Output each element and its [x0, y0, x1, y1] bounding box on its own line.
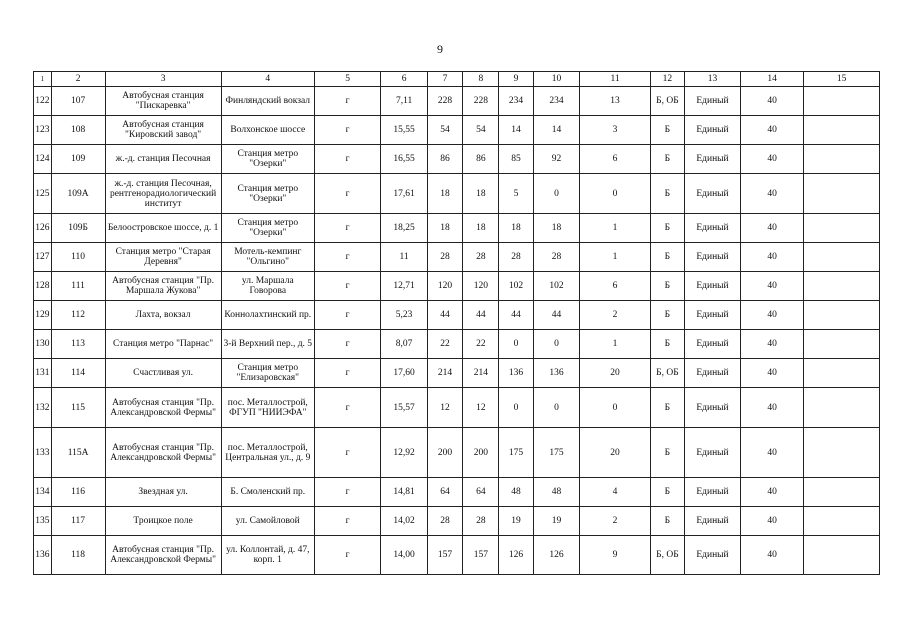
- row-number: 123: [34, 116, 52, 145]
- value-col-8: 214: [463, 359, 499, 388]
- route-number: 109Б: [51, 214, 105, 243]
- value-col-14: 40: [740, 359, 803, 388]
- value-col-7: 157: [427, 536, 462, 575]
- fare-type: Единый: [685, 359, 741, 388]
- route-type: г: [314, 87, 380, 116]
- route-number: 117: [51, 507, 105, 536]
- value-col-15: [804, 243, 880, 272]
- route-type: г: [314, 214, 380, 243]
- routes-table: [33, 71, 880, 575]
- value-col-14: 40: [740, 174, 803, 214]
- column-header: 13: [685, 72, 741, 87]
- value-col-15: [804, 87, 880, 116]
- route-number: 114: [51, 359, 105, 388]
- route-number: 112: [51, 301, 105, 330]
- fare-type: Единый: [685, 478, 741, 507]
- row-number: 125: [34, 174, 52, 214]
- value-col-11: 1: [580, 214, 651, 243]
- end-point: пос. Металлострой, ФГУП "НИИЭФА": [221, 388, 314, 428]
- column-header: 3: [105, 72, 221, 87]
- row-number: 124: [34, 145, 52, 174]
- route-length: 14,02: [381, 507, 428, 536]
- start-point: Автобусная станция "Пр. Маршала Жукова": [105, 272, 221, 301]
- vehicle-class: Б: [650, 507, 684, 536]
- row-number: 131: [34, 359, 52, 388]
- value-col-9: 44: [499, 301, 533, 330]
- route-number: 109А: [51, 174, 105, 214]
- value-col-7: 200: [427, 428, 462, 478]
- end-point: 3-й Верхний пер., д. 5: [221, 330, 314, 359]
- route-length: 8,07: [381, 330, 428, 359]
- value-col-10: 175: [533, 428, 580, 478]
- value-col-8: 28: [463, 243, 499, 272]
- value-col-10: 19: [533, 507, 580, 536]
- table-row: [34, 388, 880, 428]
- table-row: [34, 174, 880, 214]
- column-header: 6: [381, 72, 428, 87]
- end-point: ул. Маршала Говорова: [221, 272, 314, 301]
- value-col-11: 2: [580, 507, 651, 536]
- fare-type: Единый: [685, 507, 741, 536]
- fare-type: Единый: [685, 301, 741, 330]
- table-body: [34, 87, 880, 575]
- value-col-9: 28: [499, 243, 533, 272]
- start-point: Автобусная станция "Пр. Александровской Фермы": [105, 428, 221, 478]
- start-point: Автобусная станция "Пискаревка": [105, 87, 221, 116]
- fare-type: Единый: [685, 388, 741, 428]
- route-type: г: [314, 330, 380, 359]
- row-number: 122: [34, 87, 52, 116]
- end-point: ул. Самойловой: [221, 507, 314, 536]
- value-col-10: 18: [533, 214, 580, 243]
- route-number: 116: [51, 478, 105, 507]
- end-point: Мотель-кемпинг "Ольгино": [221, 243, 314, 272]
- table-row: [34, 116, 880, 145]
- end-point: Станция метро "Озерки": [221, 145, 314, 174]
- value-col-7: 44: [427, 301, 462, 330]
- route-number: 115: [51, 388, 105, 428]
- value-col-7: 228: [427, 87, 462, 116]
- value-col-15: [804, 330, 880, 359]
- row-number: 134: [34, 478, 52, 507]
- value-col-15: [804, 214, 880, 243]
- route-type: г: [314, 359, 380, 388]
- value-col-10: 92: [533, 145, 580, 174]
- row-number: 135: [34, 507, 52, 536]
- route-type: г: [314, 507, 380, 536]
- route-length: 16,55: [381, 145, 428, 174]
- value-col-7: 18: [427, 214, 462, 243]
- end-point: пос. Металлострой, Центральная ул., д. 9: [221, 428, 314, 478]
- vehicle-class: Б: [650, 145, 684, 174]
- row-number: 133: [34, 428, 52, 478]
- row-number: 127: [34, 243, 52, 272]
- value-col-14: 40: [740, 87, 803, 116]
- fare-type: Единый: [685, 428, 741, 478]
- route-type: г: [314, 478, 380, 507]
- start-point: Станция метро "Парнас": [105, 330, 221, 359]
- header-row: [34, 72, 880, 87]
- value-col-11: 0: [580, 174, 651, 214]
- column-header: 2: [51, 72, 105, 87]
- route-length: 14,81: [381, 478, 428, 507]
- value-col-10: 0: [533, 330, 580, 359]
- value-col-15: [804, 388, 880, 428]
- vehicle-class: Б: [650, 330, 684, 359]
- column-header: 12: [650, 72, 684, 87]
- route-length: 14,00: [381, 536, 428, 575]
- value-col-14: 40: [740, 301, 803, 330]
- start-point: Лахта, вокзал: [105, 301, 221, 330]
- value-col-7: 18: [427, 174, 462, 214]
- value-col-11: 0: [580, 388, 651, 428]
- table-row: [34, 243, 880, 272]
- vehicle-class: Б: [650, 116, 684, 145]
- table-row: [34, 330, 880, 359]
- fare-type: Единый: [685, 174, 741, 214]
- column-header: 15: [804, 72, 880, 87]
- value-col-10: 234: [533, 87, 580, 116]
- value-col-7: 54: [427, 116, 462, 145]
- row-number: 129: [34, 301, 52, 330]
- value-col-7: 214: [427, 359, 462, 388]
- value-col-9: 136: [499, 359, 533, 388]
- value-col-11: 6: [580, 272, 651, 301]
- value-col-9: 0: [499, 330, 533, 359]
- table-row: [34, 214, 880, 243]
- vehicle-class: Б: [650, 388, 684, 428]
- value-col-14: 40: [740, 330, 803, 359]
- value-col-11: 4: [580, 478, 651, 507]
- end-point: Станция метро "Озерки": [221, 214, 314, 243]
- route-length: 12,92: [381, 428, 428, 478]
- route-number: 113: [51, 330, 105, 359]
- value-col-9: 5: [499, 174, 533, 214]
- value-col-10: 136: [533, 359, 580, 388]
- fare-type: Единый: [685, 116, 741, 145]
- end-point: Б. Смоленский пр.: [221, 478, 314, 507]
- column-header: 4: [221, 72, 314, 87]
- column-header: 7: [427, 72, 462, 87]
- route-length: 15,57: [381, 388, 428, 428]
- route-number: 118: [51, 536, 105, 575]
- value-col-14: 40: [740, 507, 803, 536]
- value-col-8: 18: [463, 214, 499, 243]
- value-col-10: 102: [533, 272, 580, 301]
- start-point: Счастливая ул.: [105, 359, 221, 388]
- table-row: [34, 507, 880, 536]
- end-point: Коннолахтинский пр.: [221, 301, 314, 330]
- value-col-14: 40: [740, 428, 803, 478]
- route-length: 18,25: [381, 214, 428, 243]
- column-header: 14: [740, 72, 803, 87]
- value-col-9: 0: [499, 388, 533, 428]
- route-type: г: [314, 145, 380, 174]
- value-col-14: 40: [740, 272, 803, 301]
- vehicle-class: Б, ОБ: [650, 359, 684, 388]
- value-col-11: 1: [580, 330, 651, 359]
- value-col-10: 0: [533, 388, 580, 428]
- start-point: ж.-д. станция Песочная, рентгенорадиологический институт: [105, 174, 221, 214]
- table-row: [34, 87, 880, 116]
- value-col-8: 157: [463, 536, 499, 575]
- value-col-11: 20: [580, 359, 651, 388]
- fare-type: Единый: [685, 87, 741, 116]
- row-number: 130: [34, 330, 52, 359]
- end-point: Станция метро "Елизаровская": [221, 359, 314, 388]
- value-col-9: 175: [499, 428, 533, 478]
- value-col-15: [804, 359, 880, 388]
- end-point: Станция метро "Озерки": [221, 174, 314, 214]
- vehicle-class: Б: [650, 243, 684, 272]
- value-col-9: 14: [499, 116, 533, 145]
- value-col-7: 120: [427, 272, 462, 301]
- route-number: 109: [51, 145, 105, 174]
- table-row: [34, 145, 880, 174]
- route-type: г: [314, 428, 380, 478]
- start-point: ж.-д. станция Песочная: [105, 145, 221, 174]
- column-header: 11: [580, 72, 651, 87]
- route-length: 11: [381, 243, 428, 272]
- table-row: [34, 301, 880, 330]
- row-number: 132: [34, 388, 52, 428]
- value-col-15: [804, 301, 880, 330]
- route-type: г: [314, 536, 380, 575]
- value-col-14: 40: [740, 388, 803, 428]
- table-row: [34, 536, 880, 575]
- end-point: ул. Коллонтай, д. 47, корп. 1: [221, 536, 314, 575]
- row-number: 126: [34, 214, 52, 243]
- route-type: г: [314, 116, 380, 145]
- vehicle-class: Б: [650, 272, 684, 301]
- start-point: Автобусная станция "Кировский завод": [105, 116, 221, 145]
- value-col-9: 85: [499, 145, 533, 174]
- table-row: [34, 428, 880, 478]
- value-col-11: 20: [580, 428, 651, 478]
- value-col-7: 28: [427, 243, 462, 272]
- column-header: 1: [34, 72, 52, 87]
- value-col-15: [804, 536, 880, 575]
- value-col-9: 19: [499, 507, 533, 536]
- value-col-14: 40: [740, 478, 803, 507]
- route-number: 111: [51, 272, 105, 301]
- route-number: 115А: [51, 428, 105, 478]
- value-col-8: 64: [463, 478, 499, 507]
- value-col-8: 18: [463, 174, 499, 214]
- value-col-10: 44: [533, 301, 580, 330]
- end-point: Волхонское шоссе: [221, 116, 314, 145]
- column-header: 5: [314, 72, 380, 87]
- value-col-8: 228: [463, 87, 499, 116]
- start-point: Автобусная станция "Пр. Александровской Фермы": [105, 536, 221, 575]
- value-col-11: 2: [580, 301, 651, 330]
- value-col-15: [804, 428, 880, 478]
- route-length: 12,71: [381, 272, 428, 301]
- start-point: Белоостровское шоссе, д. 1: [105, 214, 221, 243]
- value-col-14: 40: [740, 116, 803, 145]
- column-header: 10: [533, 72, 580, 87]
- value-col-10: 0: [533, 174, 580, 214]
- value-col-8: 200: [463, 428, 499, 478]
- value-col-14: 40: [740, 145, 803, 174]
- table-row: [34, 478, 880, 507]
- value-col-10: 28: [533, 243, 580, 272]
- value-col-9: 48: [499, 478, 533, 507]
- start-point: Станция метро "Старая Деревня": [105, 243, 221, 272]
- vehicle-class: Б: [650, 214, 684, 243]
- value-col-11: 3: [580, 116, 651, 145]
- route-type: г: [314, 174, 380, 214]
- value-col-8: 12: [463, 388, 499, 428]
- vehicle-class: Б: [650, 301, 684, 330]
- vehicle-class: Б, ОБ: [650, 87, 684, 116]
- value-col-9: 102: [499, 272, 533, 301]
- value-col-15: [804, 478, 880, 507]
- start-point: Звездная ул.: [105, 478, 221, 507]
- route-type: г: [314, 243, 380, 272]
- route-type: г: [314, 272, 380, 301]
- value-col-8: 54: [463, 116, 499, 145]
- fare-type: Единый: [685, 536, 741, 575]
- route-number: 108: [51, 116, 105, 145]
- value-col-15: [804, 145, 880, 174]
- route-type: г: [314, 301, 380, 330]
- value-col-7: 64: [427, 478, 462, 507]
- value-col-10: 126: [533, 536, 580, 575]
- value-col-14: 40: [740, 214, 803, 243]
- row-number: 136: [34, 536, 52, 575]
- value-col-7: 22: [427, 330, 462, 359]
- value-col-9: 18: [499, 214, 533, 243]
- route-number: 110: [51, 243, 105, 272]
- fare-type: Единый: [685, 330, 741, 359]
- vehicle-class: Б: [650, 478, 684, 507]
- route-length: 15,55: [381, 116, 428, 145]
- value-col-8: 44: [463, 301, 499, 330]
- value-col-15: [804, 507, 880, 536]
- value-col-15: [804, 272, 880, 301]
- value-col-7: 12: [427, 388, 462, 428]
- route-length: 7,11: [381, 87, 428, 116]
- route-type: г: [314, 388, 380, 428]
- value-col-7: 28: [427, 507, 462, 536]
- value-col-8: 86: [463, 145, 499, 174]
- start-point: Автобусная станция "Пр. Александровской Фермы": [105, 388, 221, 428]
- value-col-11: 1: [580, 243, 651, 272]
- fare-type: Единый: [685, 243, 741, 272]
- value-col-11: 6: [580, 145, 651, 174]
- start-point: Троицкое поле: [105, 507, 221, 536]
- row-number: 128: [34, 272, 52, 301]
- value-col-7: 86: [427, 145, 462, 174]
- route-length: 5,23: [381, 301, 428, 330]
- column-header: 9: [499, 72, 533, 87]
- value-col-15: [804, 174, 880, 214]
- value-col-10: 14: [533, 116, 580, 145]
- value-col-9: 126: [499, 536, 533, 575]
- value-col-10: 48: [533, 478, 580, 507]
- vehicle-class: Б: [650, 428, 684, 478]
- fare-type: Единый: [685, 214, 741, 243]
- value-col-8: 28: [463, 507, 499, 536]
- page-number: 9: [437, 42, 443, 56]
- value-col-15: [804, 116, 880, 145]
- vehicle-class: Б, ОБ: [650, 536, 684, 575]
- fare-type: Единый: [685, 272, 741, 301]
- route-length: 17,60: [381, 359, 428, 388]
- value-col-14: 40: [740, 536, 803, 575]
- table-row: [34, 359, 880, 388]
- table-row: [34, 272, 880, 301]
- value-col-9: 234: [499, 87, 533, 116]
- end-point: Финляндский вокзал: [221, 87, 314, 116]
- column-header: 8: [463, 72, 499, 87]
- route-length: 17,61: [381, 174, 428, 214]
- value-col-11: 13: [580, 87, 651, 116]
- value-col-8: 120: [463, 272, 499, 301]
- vehicle-class: Б: [650, 174, 684, 214]
- value-col-11: 9: [580, 536, 651, 575]
- route-number: 107: [51, 87, 105, 116]
- fare-type: Единый: [685, 145, 741, 174]
- value-col-14: 40: [740, 243, 803, 272]
- value-col-8: 22: [463, 330, 499, 359]
